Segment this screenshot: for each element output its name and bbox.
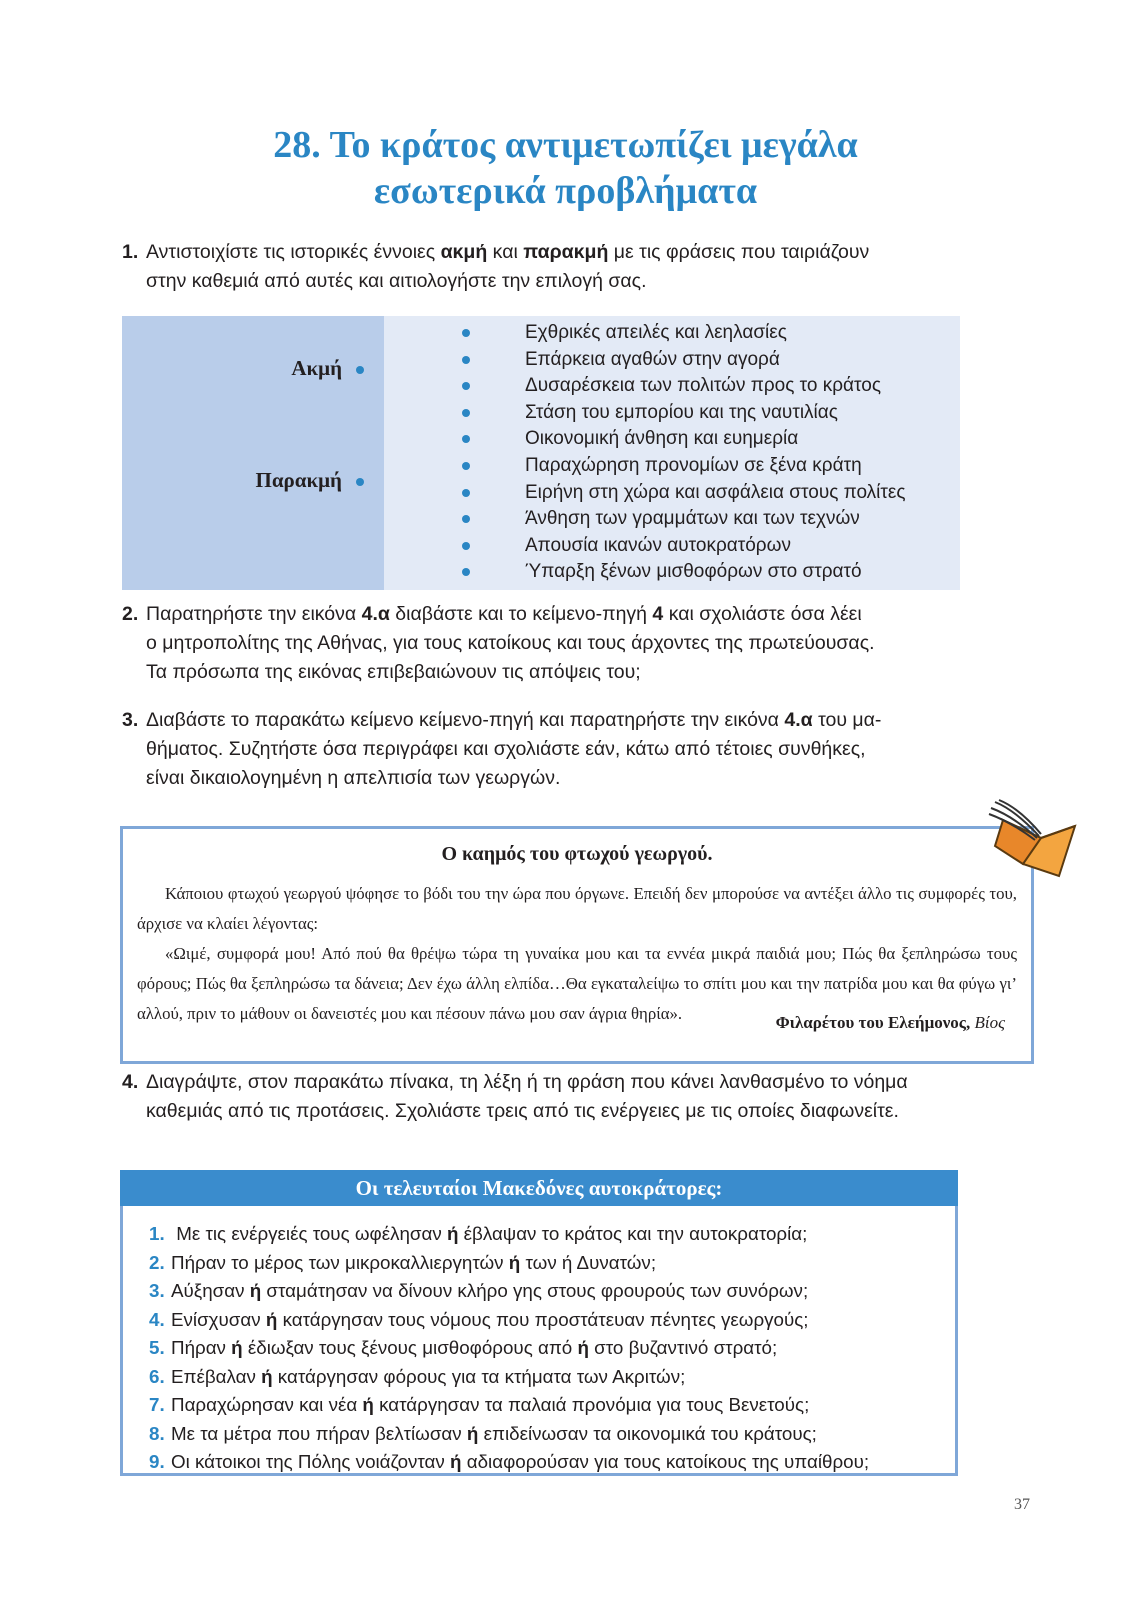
statement-text: κατάργησαν τα παλαιά προνόμια για τους Βενετούς;: [373, 1394, 810, 1415]
phrase-text: Επάρκεια αγαθών στην αγορά: [525, 348, 780, 370]
source-body: [137, 879, 1017, 1029]
phrase-text: Στάση του εμπορίου και της ναυτιλίας: [525, 401, 838, 423]
statement-number: 7.: [149, 1394, 165, 1415]
question-1: [122, 238, 982, 296]
term-akmi-row: [291, 356, 364, 381]
statement-item: [149, 1220, 869, 1249]
phrase-item: [384, 373, 960, 400]
matching-table: [122, 316, 960, 590]
question-text: Διαβάστε το παρακάτω κείμενο κείμενο-πηγή και παρατηρήστε την εικόνα: [146, 709, 785, 731]
bullet-dot-icon[interactable]: [462, 462, 470, 470]
statement-number: 9.: [149, 1451, 165, 1472]
statement-item: [149, 1363, 869, 1392]
phrase-item: [384, 480, 960, 507]
question-text-line: ο μητροπολίτης της Αθήνας, για τους κατοίκους και τους άρχοντες της πρωτεύουσας.: [146, 632, 875, 654]
statement-text: κατάργησαν φόρους για τα κτήματα των Ακριτών;: [272, 1365, 686, 1387]
phrase-item: [384, 453, 960, 480]
question-text: διαβάστε και το κείμενο-πηγή: [389, 603, 653, 625]
statement-text: σταμάτησαν να δίνουν κλήρο γης στους φρουρούς των συνόρων;: [261, 1280, 809, 1301]
source-paragraph: «Ωιμέ, συμφορά μου! Από πού θα θρέψω τώρα τη γυναίκα μου και τα εννέα μικρά παιδιά μου; Πώς θα ξεπληρώσω τους φόρους; Πώς θα ξεπληρώσω τα δάνεια; Δεν έχω άλλη ελπίδα…Θα εγκαταλείψω το σπίτι μου και την πατρίδα μου και θα φύγω γι’ αλλού, πριν το μάθουν οι δανειστές μου και πέσουν πάνω μου σαν άγρια θηρία».: [137, 944, 1017, 1023]
question-text: Παρατηρήστε την εικόνα: [146, 603, 362, 625]
statement-text: Οι κάτοικοι της Πόλης νοιάζονταν: [171, 1451, 451, 1472]
phrase-item: [384, 559, 960, 586]
choice-word: ή: [231, 1337, 243, 1358]
statement-number: 2.: [149, 1251, 165, 1273]
page-number: 37: [1014, 1496, 1030, 1513]
figure-ref: 4.α: [361, 603, 390, 625]
phrase-item: [384, 426, 960, 453]
statement-item: [149, 1306, 869, 1335]
statement-number: 8.: [149, 1422, 165, 1444]
statement-text: επιδείνωσαν τα οικονομικά του κράτους;: [478, 1422, 817, 1444]
phrase-text: Οικονομική άνθηση και ευημερία: [525, 428, 799, 450]
statement-text: αδιαφορούσαν για τους κατοίκους της υπαίθρου;: [461, 1451, 870, 1472]
statement-text: Πήραν το μέρος των μικροκαλλιεργητών: [171, 1251, 509, 1273]
source-text-box: [120, 826, 1034, 1064]
phrase-item: [384, 533, 960, 560]
phrase-text: Ύπαρξη ξένων μισθοφόρων στο στρατό: [525, 561, 862, 583]
bullet-dot-icon[interactable]: [462, 356, 470, 364]
phrase-text: Δυσαρέσκεια των πολιτών προς το κράτος: [525, 375, 881, 397]
page-title: [0, 122, 1131, 214]
question-text-line: θήματος. Συζητήστε όσα περιγράφει και σχολιάστε εάν, κάτω από τέτοιες συνθήκες,: [146, 738, 866, 760]
term-label: Ακμή: [291, 356, 342, 380]
statement-number: 3.: [149, 1280, 165, 1301]
question-text: Διαγράψτε, στον παρακάτω πίνακα, τη λέξη ή τη φράση που κάνει λανθασμένο το νόημα: [146, 1071, 908, 1093]
question-text-line: είναι δικαιολογημένη η απελπισία των γεωργών.: [146, 767, 561, 789]
phrase-item: [384, 320, 960, 347]
phrase-text: Άνθηση των γραμμάτων και των τεχνών: [525, 508, 860, 530]
choice-word: ή: [508, 1251, 521, 1273]
question-3: [122, 706, 982, 793]
source-paragraph: Κάποιου φτωχού γεωργού ψόφησε το βόδι του την ώρα που όργωνε. Επειδή δεν μπορούσε να αντέξει άλλο τις συμφορές του, άρχισε να κλαίει λέγοντας:: [137, 884, 1017, 933]
source-ref: 4: [652, 603, 664, 625]
phrases-column: [384, 316, 960, 590]
figure-ref: 4.α: [784, 709, 813, 731]
statement-item: [149, 1420, 869, 1449]
statements-header: Οι τελευταίοι Μακεδόνες αυτοκράτορες:: [120, 1170, 958, 1206]
statement-number: 6.: [149, 1365, 165, 1387]
statement-text: έδιωξαν τους ξένους μισθοφόρους από: [242, 1337, 578, 1358]
statement-text: κατάργησαν τους νόμους που προστάτευαν πένητες γεωργούς;: [277, 1308, 809, 1330]
term-parakmi-row: [255, 468, 364, 493]
source-citation: [776, 1013, 1005, 1033]
question-text: Αντιστοιχίστε τις ιστορικές έννοιες: [146, 241, 441, 263]
term-akmi: ακμή: [440, 241, 488, 263]
choice-word: ή: [362, 1394, 374, 1415]
phrase-text: Απουσία ικανών αυτοκρατόρων: [525, 534, 791, 556]
bullet-dot-icon[interactable]: [462, 489, 470, 497]
phrase-item: [384, 506, 960, 533]
question-number: 2.: [122, 603, 139, 625]
statement-text: Με τα μέτρα που πήραν βελτίωσαν: [171, 1422, 467, 1444]
statement-number: 4.: [149, 1308, 165, 1330]
statement-item: [149, 1249, 869, 1278]
question-text: και: [487, 241, 524, 263]
question-2: [122, 600, 982, 687]
statement-text: στο βυζαντινό στρατό;: [588, 1337, 778, 1358]
open-book-icon: [985, 798, 1085, 878]
choice-word: ή: [577, 1337, 589, 1358]
statement-number: 1.: [149, 1223, 165, 1244]
title-line-2: εσωτερικά προβλήματα: [373, 170, 758, 212]
statement-text: Αύξησαν: [171, 1280, 250, 1301]
statement-text: Ενίσχυσαν: [171, 1308, 266, 1330]
bullet-dot-icon[interactable]: [462, 568, 470, 576]
statements-box: [120, 1170, 958, 1476]
question-text-line: καθεμιάς από τις προτάσεις. Σχολιάστε τρεις από τις ενέργειες με τις οποίες διαφωνείτε.: [146, 1100, 899, 1122]
statement-text: Επέβαλαν: [171, 1365, 262, 1387]
statement-text: Παραχώρησαν και νέα: [171, 1394, 363, 1415]
choice-word: ή: [466, 1422, 479, 1444]
term-label: Παρακμή: [255, 468, 342, 492]
phrase-text: Ειρήνη στη χώρα και ασφάλεια στους πολίτες: [525, 481, 906, 503]
bullet-dot-icon[interactable]: [462, 515, 470, 523]
statements-list: [149, 1220, 869, 1477]
bullet-dot-icon[interactable]: [462, 382, 470, 390]
choice-word: ή: [261, 1365, 273, 1387]
bullet-dot-icon[interactable]: [462, 409, 470, 417]
statement-text: Με τις ενέργειές τους ωφέλησαν: [171, 1223, 447, 1244]
statement-item: [149, 1334, 869, 1363]
question-text: με τις φράσεις που ταιριάζουν: [608, 241, 870, 263]
choice-word: ή: [450, 1451, 462, 1472]
question-text: και σχολιάστε όσα λέει: [663, 603, 862, 625]
bullet-dot-icon[interactable]: [462, 435, 470, 443]
question-number: 1.: [122, 241, 139, 263]
phrase-item: [384, 400, 960, 427]
bullet-dot-icon[interactable]: [356, 478, 364, 486]
title-line-1: 28. Το κράτος αντιμετωπίζει μεγάλα: [273, 124, 858, 166]
phrase-item: [384, 347, 960, 374]
choice-word: ή: [265, 1308, 278, 1330]
question-text: του μα-: [812, 709, 882, 731]
citation-work: Βίος: [974, 1013, 1005, 1032]
statement-number: 5.: [149, 1337, 165, 1358]
statement-text: των ή Δυνατών;: [520, 1251, 657, 1273]
question-4: [122, 1068, 982, 1126]
phrase-text: Εχθρικές απειλές και λεηλασίες: [525, 322, 787, 343]
statement-text: έβλαψαν το κράτος και την αυτοκρατορία;: [458, 1223, 808, 1244]
question-text-line: Τα πρόσωπα της εικόνας επιβεβαιώνουν τις απόψεις του;: [146, 661, 641, 683]
statement-text: Πήραν: [171, 1337, 232, 1358]
question-number: 3.: [122, 709, 139, 731]
choice-word: ή: [249, 1280, 262, 1301]
citation-author: Φιλαρέτου του Ελεήμονος,: [775, 1013, 971, 1032]
choice-word: ή: [446, 1223, 459, 1244]
terms-column: [122, 316, 384, 590]
statement-item: [149, 1277, 869, 1306]
phrase-text: Παραχώρηση προνομίων σε ξένα κράτη: [525, 455, 862, 476]
source-title: Ο καημός του φτωχού γεωργού.: [441, 843, 713, 865]
statement-item: [149, 1391, 869, 1420]
bullet-dot-icon[interactable]: [462, 329, 470, 337]
bullet-dot-icon[interactable]: [356, 366, 364, 374]
term-parakmi: παρακμή: [523, 241, 609, 263]
question-number: 4.: [122, 1071, 139, 1093]
bullet-dot-icon[interactable]: [462, 542, 470, 550]
statement-item: [149, 1448, 869, 1477]
question-text-line: στην καθεμιά από αυτές και αιτιολογήστε την επιλογή σας.: [146, 270, 647, 292]
